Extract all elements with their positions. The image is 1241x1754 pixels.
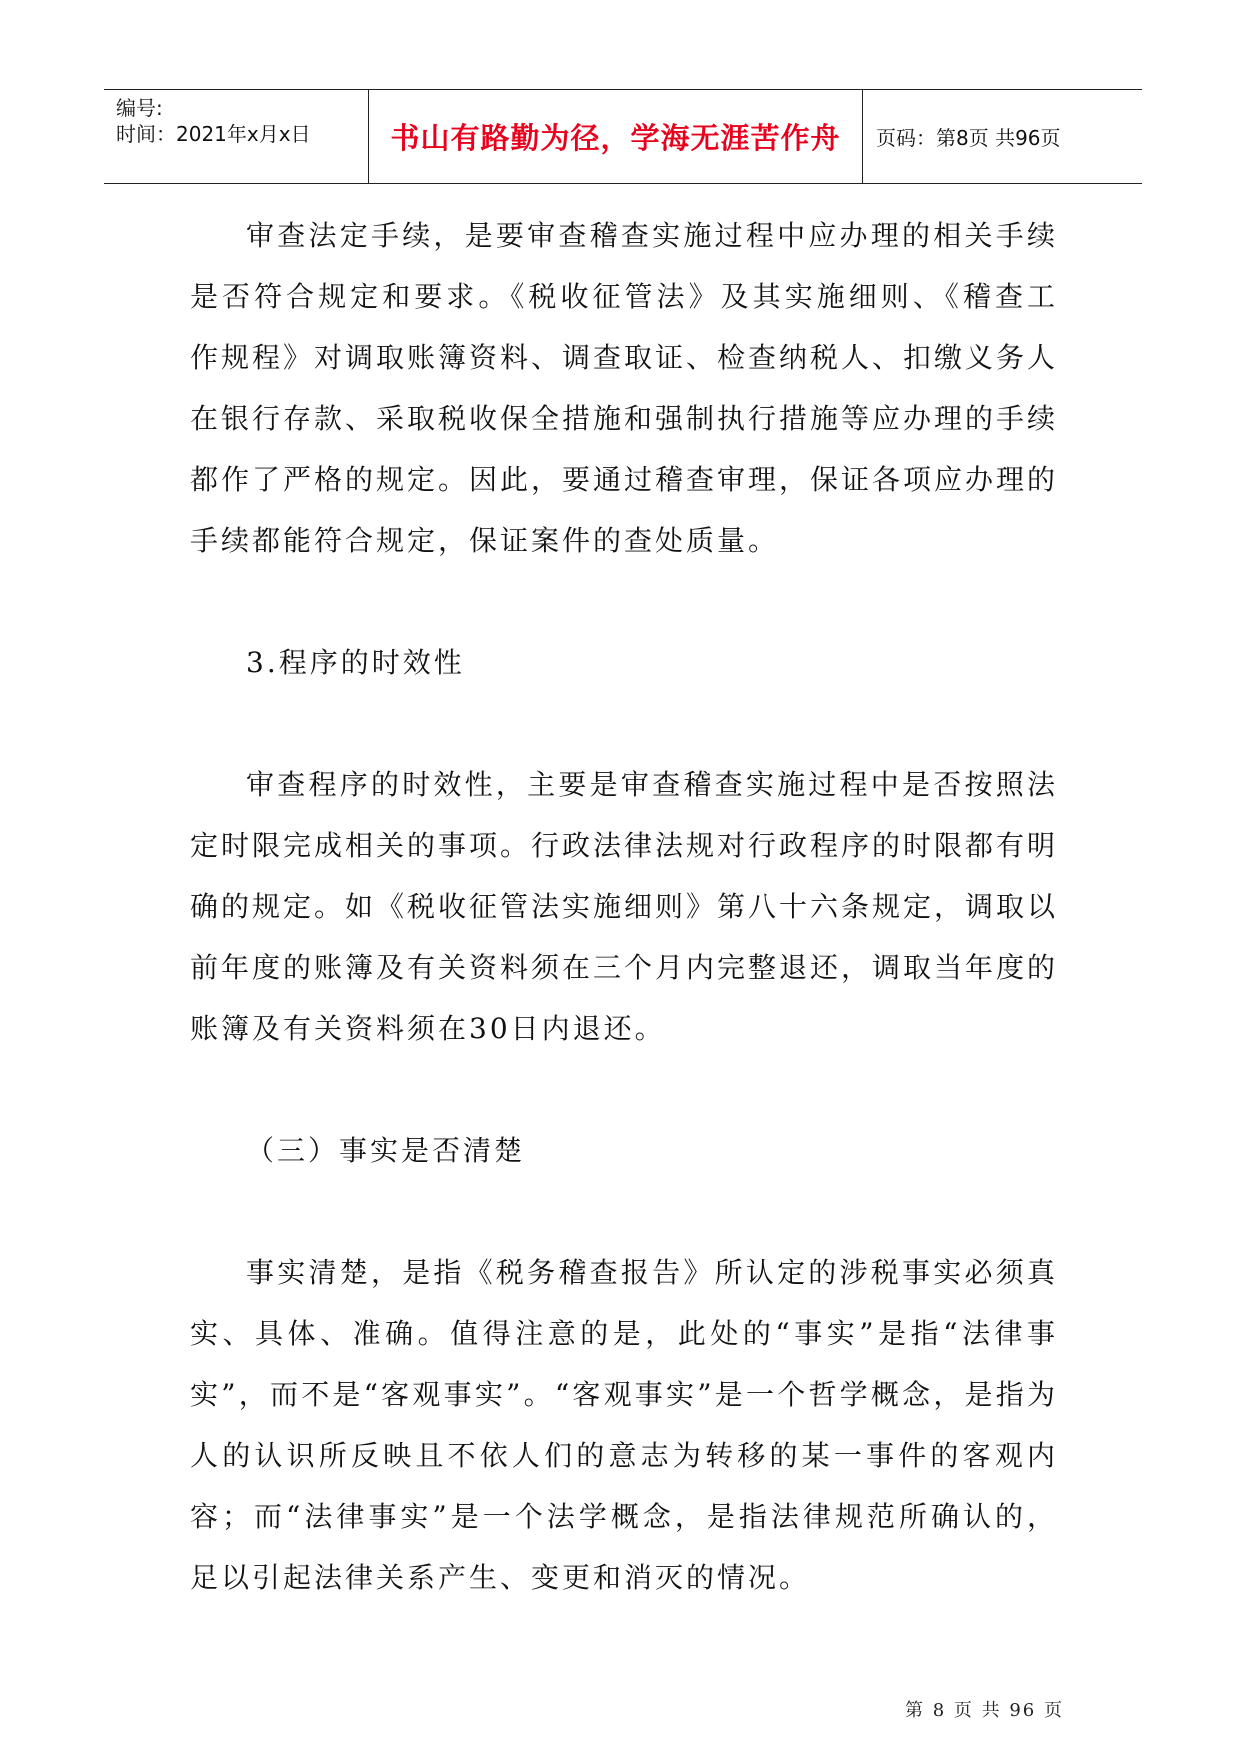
document-body [190,205,1058,1608]
paragraph-spacer [190,571,1058,632]
heading-facts-clear: （三）事实是否清楚 [246,1134,526,1167]
header-motto: 书山有路勤为径，学海无涯苦作舟 [390,121,841,155]
paragraph-timeliness: 审查程序的时效性，主要是审查稽查实施过程中是否按照法定时限完成相关的事项。行政法律法规对行政程序的时限都有明确的规定。如《税收征管法实施细则》第八十六条规定，调取以前年度的账簿及有关资料须在三个月内完整退还，调取当年度的账簿及有关资料须在30日内退还。 [190,768,1059,1045]
header-page-cell [863,90,1142,183]
document-number-label: 编号: [116,96,163,120]
paragraph-spacer [190,693,1058,754]
page-footer: 第 8 页 共 96 页 [905,1700,1064,1721]
paragraph-spacer [190,1059,1058,1120]
paragraph-facts: 事实清楚，是指《税务稽查报告》所认定的涉税事实必须真实、具体、准确。值得注意的是，此处的“事实”是指“法律事实”，而不是“客观事实”。“客观事实”是一个哲学概念，是指为人的认识所反映且不依人们的意志为转移的某一事件的客观内容；而“法律事实”是一个法学概念，是指法律规范所确认的，足以引起法律关系产生、变更和消灭的情况。 [190,1256,1058,1594]
header-page-code: 页码：第8页 共96页 [876,126,1061,150]
header-left-cell [104,90,369,183]
paragraph-spacer [190,1181,1058,1242]
heading-procedure-timeliness: 3.程序的时效性 [246,646,465,679]
page-header [104,89,1142,184]
document-time-label: 时间：2021年x月x日 [116,122,311,146]
paragraph-legal-procedures: 审查法定手续，是要审查稽查实施过程中应办理的相关手续是否符合规定和要求。《税收征管法》及其实施细则、《稽查工作规程》对调取账簿资料、调查取证、检查纳税人、扣缴义务人在银行存款、采取税收保全措施和强制执行措施等应办理的手续都作了严格的规定。因此，要通过稽查审理，保证各项应办理的手续都能符合规定，保证案件的查处质量。 [190,219,1059,557]
header-motto-cell [369,90,863,183]
